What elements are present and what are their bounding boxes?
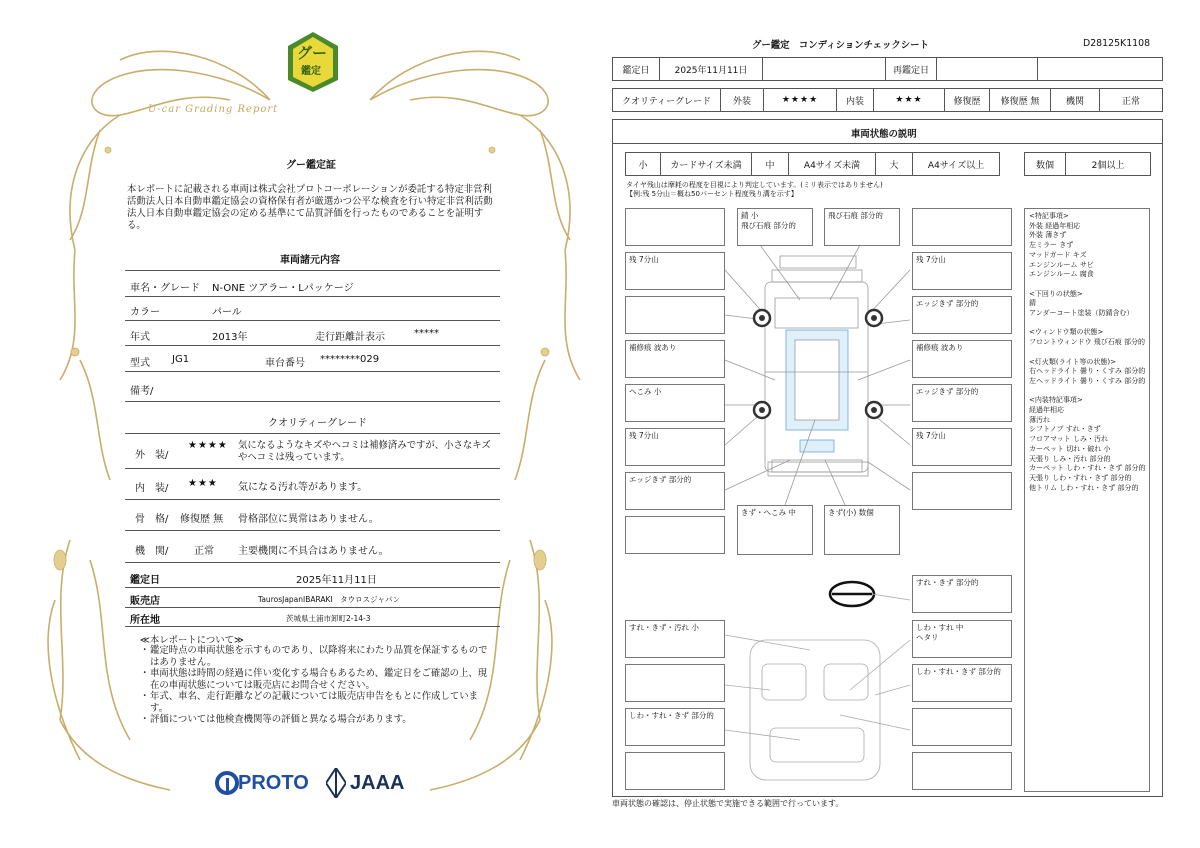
grade-heading: クオリティーグレード	[268, 418, 367, 429]
int-note-text: しわ・すれ・きず 部分的	[629, 711, 714, 720]
ext-note-box	[912, 340, 1012, 378]
special-note-line: <灯火類(ライト等の状態)>	[1029, 357, 1116, 366]
ext-note-text: へこみ 小	[629, 387, 662, 396]
int-note-box	[625, 752, 725, 790]
special-note-line: マッドガード キズ	[1029, 250, 1087, 259]
jaaa-logo-text: JAAA	[350, 772, 405, 794]
special-note-line: 錆	[1029, 299, 1036, 308]
year-value: 2013年	[212, 332, 248, 343]
jaaa-logo-icon	[326, 768, 346, 798]
special-note-line: 左ヘッドライト 曇り・くすみ 部分的	[1029, 376, 1146, 385]
size-key: 小	[638, 160, 648, 171]
about-item: ・ 車両状態は時間の経過に伴い変化する場合もあるため、鑑定日をご確認の上、現在の車両状態については販売店にお問合せください。	[140, 668, 488, 691]
divider	[125, 401, 500, 402]
divider	[125, 562, 500, 563]
grade-exterior-comment: 気になるようなキズやヘコミは補修済みですが、小さなキズやヘコミは残っています。	[238, 440, 491, 463]
grade-interior-label: 内 装/	[135, 483, 169, 494]
count-label: 数個	[1035, 160, 1054, 171]
ext-note-text: 飛び石痕 部分的	[828, 211, 883, 220]
special-note-line: <特記事項>	[1029, 212, 1069, 220]
size-key: 中	[765, 160, 775, 171]
dealer-label: 販売店	[130, 596, 160, 607]
special-note-line: 外装 薄きず	[1029, 231, 1067, 240]
special-notes-panel	[1024, 208, 1150, 792]
about-item: ・ 年式、車名、走行距離などの記載については販売店申告をもとに作成しています。	[140, 691, 478, 714]
spec-heading: 車両諸元内容	[280, 255, 340, 266]
special-note-line: 天張り しわ・すれ・きず 部分的	[1029, 473, 1132, 482]
int-note-text: しわ・すれ 中 ヘタリ	[916, 623, 964, 642]
ext-note-text: エッジきず 部分的	[916, 387, 979, 396]
divider	[125, 587, 500, 588]
grade-exterior-label: 外 装/	[135, 450, 169, 461]
ext-note-box	[625, 516, 725, 554]
proto-logo-icon	[214, 770, 240, 796]
special-note-line: 他トリム しわ・すれ・きず 部分的	[1029, 483, 1139, 492]
ext-note-text: 補修痕 波あり	[629, 343, 677, 352]
size-desc: A4サイズ以上	[927, 160, 985, 171]
tire-example: 【例:残 5分山＝概ね50パーセント程度残り溝を示す】	[626, 190, 798, 198]
special-note-line: 経過年相応	[1029, 406, 1064, 414]
ext-note-text: 残 7分山	[629, 431, 659, 440]
grade-interior-comment: 気になる汚れ等があります。	[238, 482, 368, 493]
ext-note-box	[912, 384, 1012, 422]
year-label: 年式	[130, 332, 150, 343]
special-note-line: フロアマット しみ・汚れ	[1029, 435, 1108, 444]
ext-note-text: エッジきず 部分的	[916, 299, 979, 308]
condition-heading: 車両状態の説明	[851, 129, 917, 140]
special-note-line: エンジンルーム サビ	[1029, 260, 1094, 269]
special-notes-list	[1029, 212, 1145, 493]
special-note-line: 右ヘッドライト 曇り・くすみ 部分的	[1029, 367, 1146, 376]
grade-interior-stars: ★★★	[188, 478, 218, 489]
divider	[125, 270, 500, 271]
divider	[125, 530, 500, 531]
int-note-text: しわ・すれ・きず 部分的	[916, 667, 1001, 676]
cert-heading: グー鑑定証	[286, 160, 336, 171]
ext-note-box	[824, 505, 900, 555]
doc-id: D28125K1108	[1083, 38, 1151, 49]
int-note-text: すれ・きず 部分的	[916, 578, 979, 587]
int-note-box	[912, 708, 1012, 746]
grade-engine-label: 機 関/	[135, 546, 169, 557]
redate-label: 再鑑定日	[892, 65, 929, 76]
ext-note-box	[912, 428, 1012, 466]
special-note-line: 天張り しみ・汚れ 部分的	[1029, 454, 1111, 463]
sheet-title: グー鑑定 コンディションチェックシート	[752, 40, 929, 51]
color-value: パール	[212, 307, 242, 318]
about-item: ・ 評価については他検査機関等の評価と異なる場合があります。	[140, 714, 412, 725]
condition-check-sheet	[600, 0, 1200, 848]
ext-note-box	[625, 428, 725, 466]
quality-label: クオリティーグレード	[621, 96, 712, 107]
ext-note-box	[625, 384, 725, 422]
ext-note-box	[625, 208, 725, 246]
about-heading: ≪本レポートについて≫	[140, 635, 244, 646]
repair-value: 修復歴 無	[1000, 96, 1040, 107]
int-note-box	[625, 664, 725, 702]
size-key: 大	[889, 160, 899, 171]
special-note-line: アンダーコート塗装（防錆含む）	[1029, 309, 1134, 318]
tire-note: タイヤ残山は摩耗の程度を目視により判定しています。(ミリ表示ではありません)	[626, 181, 883, 189]
int-label: 内装	[845, 96, 864, 107]
ext-note-text: 残 7分山	[916, 255, 946, 264]
ext-value: ★★★★	[781, 95, 819, 105]
grade-frame-value: 修復歴 無	[180, 514, 224, 525]
eval-date-value: 2025年11月11日	[296, 575, 377, 586]
ext-note-box	[625, 252, 725, 290]
special-note-line: フロントウィンドウ 飛び石痕 部分的	[1029, 338, 1146, 347]
ext-note-text: 補修痕 波あり	[916, 343, 964, 352]
badge-sub-text: 鑑定	[301, 66, 321, 77]
repair-label: 修復歴	[953, 96, 981, 107]
special-note-line	[1029, 348, 1145, 358]
count-value: 2個以上	[1091, 160, 1125, 171]
address-value: 茨城県土浦市卸町2-14-3	[286, 614, 371, 623]
dealer-value: TaurosJapanIBARAKI タウロスジャパン	[258, 595, 401, 604]
report-title: U-car Grading Report	[148, 104, 279, 115]
ext-note-box	[912, 296, 1012, 334]
grade-engine-comment: 主要機関に不具合はありません。	[238, 546, 389, 557]
ext-note-text: きず・へこみ 中	[741, 508, 796, 517]
ext-note-box	[824, 208, 900, 246]
certification-text: 本レポートに記載される車両は株式会社プロトコーポレーションが委託する特定非営利活動法人日本自動車鑑定協会の資格保有者が厳選かつ公平な検査を行い特定非営利活動法人日本自動車鑑定協会の定める基準にて品質評価を行ったものであることを証明する。	[127, 184, 493, 231]
special-note-line: <下回りの状態>	[1029, 289, 1083, 298]
special-note-line: 外装 経過年相応	[1029, 221, 1081, 230]
divider	[125, 626, 500, 627]
odometer-label: 走行距離計表示	[315, 332, 385, 343]
ext-note-box	[912, 208, 1012, 246]
special-note-line: エンジンルーム 腐食	[1029, 270, 1094, 279]
size-desc: A4サイズ未満	[803, 160, 861, 171]
engine-label: 機関	[1065, 96, 1084, 107]
size-desc: カードサイズ未満	[670, 160, 742, 171]
remarks-label: 備考/	[130, 386, 154, 397]
grade-frame-label: 骨 格/	[135, 514, 169, 525]
eval-date-label: 鑑定日	[130, 575, 160, 586]
chassis-label: 車台番号	[265, 358, 305, 369]
ext-note-box	[912, 252, 1012, 290]
engine-value: 正常	[1121, 96, 1140, 107]
special-note-line: <内装特記事項>	[1029, 396, 1083, 405]
color-label: カラー	[130, 307, 160, 318]
special-note-line	[1029, 280, 1145, 290]
special-note-line: カーペット しわ・すれ・きず 部分的	[1029, 464, 1146, 473]
int-note-box	[625, 708, 725, 746]
footer-note: 車両状態の確認は、停止状態で実施できる範囲で行っています。	[612, 799, 844, 808]
ext-note-box	[737, 208, 813, 246]
special-note-line	[1029, 319, 1145, 329]
special-note-line	[1029, 387, 1145, 397]
int-note-text: すれ・きず・汚れ 小	[629, 623, 699, 632]
divider	[125, 371, 500, 372]
divider	[125, 433, 500, 434]
ext-note-box	[625, 340, 725, 378]
ext-note-box	[625, 296, 725, 334]
date-value: 2025年11月11日	[674, 65, 748, 76]
about-list	[140, 645, 490, 726]
int-note-box	[912, 752, 1012, 790]
special-note-line: カーペット 切れ・破れ 小	[1029, 444, 1111, 453]
address-label: 所在地	[130, 615, 160, 626]
ext-note-box	[625, 472, 725, 510]
car-name-label: 車名・グレード	[130, 283, 200, 294]
model-label: 型式	[130, 358, 150, 369]
badge-text: グー	[297, 44, 328, 62]
grade-engine-value: 正常	[194, 546, 214, 557]
int-note-box	[912, 620, 1012, 658]
special-note-line: <ウィンドウ類の状態>	[1029, 328, 1104, 337]
special-note-line: 薄汚れ	[1029, 415, 1050, 424]
odometer-value: *****	[414, 328, 439, 339]
ext-note-text: 残 7分山	[916, 431, 946, 440]
int-note-box	[912, 664, 1012, 702]
special-note-line: 左ミラー きず	[1029, 241, 1074, 250]
ext-label: 外装	[732, 96, 751, 107]
ext-note-box	[737, 505, 813, 555]
ext-note-text: エッジきず 部分的	[629, 475, 692, 484]
grade-frame-comment: 骨格部位に異常はありません。	[238, 514, 379, 525]
ext-note-box	[912, 472, 1012, 510]
car-name-value: N-ONE ツアラー・Lパッケージ	[212, 283, 354, 294]
int-note-box	[625, 620, 725, 658]
ext-note-text: 残 7分山	[629, 255, 659, 264]
divider	[125, 320, 500, 321]
divider	[125, 345, 500, 346]
divider	[125, 499, 500, 500]
int-note-box	[912, 575, 1012, 613]
ext-note-text: きず(小) 数個	[828, 508, 874, 517]
proto-logo-text: PROTO	[238, 772, 309, 794]
special-note-line: シフトノブ すれ・きず	[1029, 425, 1101, 434]
divider	[125, 296, 500, 297]
model-value: JG1	[172, 354, 190, 365]
date-label: 鑑定日	[622, 65, 650, 76]
int-value: ★★★	[895, 95, 923, 105]
about-item: ・ 鑑定時点の車両状態を示すものであり、以降将来にわたり品質を保証するものではありません。	[140, 645, 488, 668]
divider	[125, 607, 500, 608]
ext-note-text: 錆 小 飛び石痕 部分的	[741, 211, 796, 230]
grade-exterior-stars: ★★★★	[188, 440, 228, 451]
divider	[125, 468, 500, 469]
chassis-value: ********029	[320, 354, 380, 365]
